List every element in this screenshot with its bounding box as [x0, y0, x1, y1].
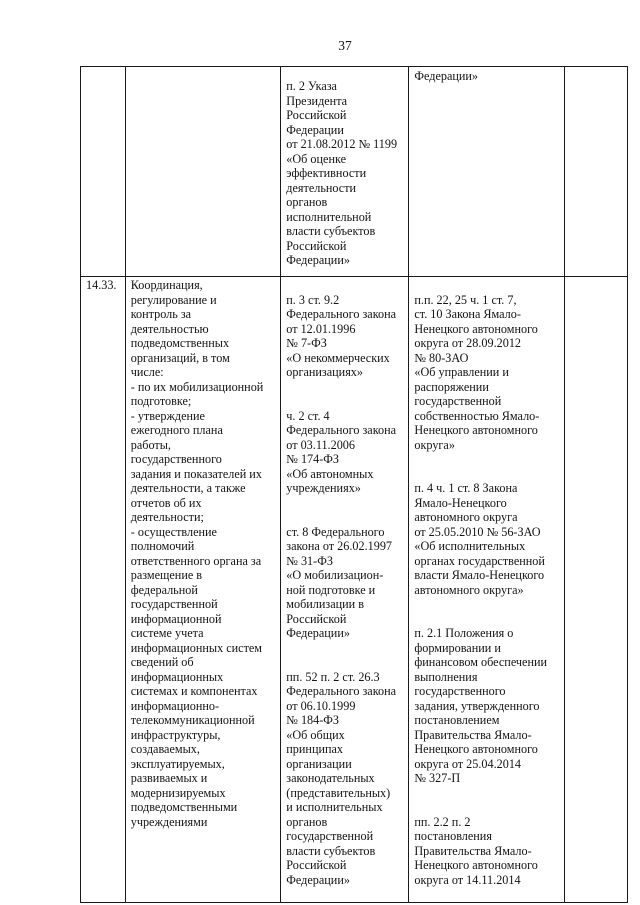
- regional-basis-block: п.п. 22, 25 ч. 1 ст. 7, ст. 10 Закона Ямало- Ненецкого автономного округа от 28.09.2012 № 80-ЗАО «Об управлении и распоряжении государственной собственностью Ямало- Ненецкого автономного округа»: [414, 292, 540, 452]
- table-row-continued: [81, 67, 628, 277]
- regional-basis-block: пп. 2.2 п. 2 постановления Правительства Ямало- Ненецкого автономного округа от 14.11.2014: [414, 814, 538, 887]
- federal-basis-block: ст. 8 Федерального закона от 26.02.1997 № 31-ФЗ «О мобилизацион- ной подготовке и мобилизации в Российской Федерации»: [286, 524, 393, 640]
- federal-basis-cell: [281, 67, 409, 277]
- num-cell: [81, 277, 126, 903]
- federal-basis-block: пп. 52 п. 2 ст. 26.3 Федерального закона от 06.10.1999 № 184-ФЗ «Об общих принципах организации законодательных (представительных) и исполнительных органов государственной власти субъектов Российской Федерации»: [286, 669, 397, 887]
- function-cell: [125, 277, 281, 903]
- regional-basis-cell: [409, 67, 565, 277]
- federal-basis-block: ч. 2 ст. 4 Федерального закона от 03.11.2006 № 174-ФЗ «Об автономных учреждениях»: [286, 408, 397, 495]
- powers-table: [80, 66, 628, 903]
- function-text: Координация, регулирование и контроль за деятельностью подведомственных организаций, в том числе: - по их мобилизационной подготовке; - утверждение ежегодного плана работы, государственного задания и показателей их деятельности, а также отчетов об их деятельности; - осуществление полномочий ответственного органа за размещение в федеральной государственной информационной системе учета информационных систем сведений об информационных системах и компонентах информационно- телекоммуникационной инфраструктуры, создаваемых, эксплуатируемых, развиваемых и модернизируемых подведомственными учреждениями: [130, 278, 264, 829]
- federal-basis-cell: [281, 277, 409, 903]
- regional-basis-text: Федерации»: [414, 69, 479, 83]
- item-number: 14.33.: [86, 278, 117, 292]
- regional-basis-cell: [409, 277, 565, 903]
- federal-basis-block: п. 3 ст. 9.2 Федерального закона от 12.01.1996 № 7-ФЗ «О некоммерческих организациях»: [286, 292, 397, 379]
- regional-basis-block: п. 2.1 Положения о формировании и финансовом обеспечении выполнения государственного задания, утвержденного постановлением Правительства Ямало- Ненецкого автономного округа от 25.04.2014 № 327-П: [414, 626, 548, 785]
- num-cell: [81, 67, 126, 277]
- federal-basis-text: п. 2 Указа Президента Российской Федерации от 21.08.2012 № 1199 «Об оценке эффективности деятельности органов исполнительной власти субъектов Российской Федерации»: [286, 79, 398, 267]
- extra-cell: [564, 67, 627, 277]
- function-cell: [125, 67, 281, 277]
- page-number: 37: [338, 38, 352, 53]
- table-row-14-33: [81, 277, 628, 903]
- extra-cell: [564, 277, 627, 903]
- regional-basis-block: п. 4 ч. 1 ст. 8 Закона Ямало-Ненецкого автономного округа от 25.05.2010 № 56-ЗАО «Об исполнительных органах государственной власти Ямало-Ненецкого автономного округа»: [414, 481, 545, 597]
